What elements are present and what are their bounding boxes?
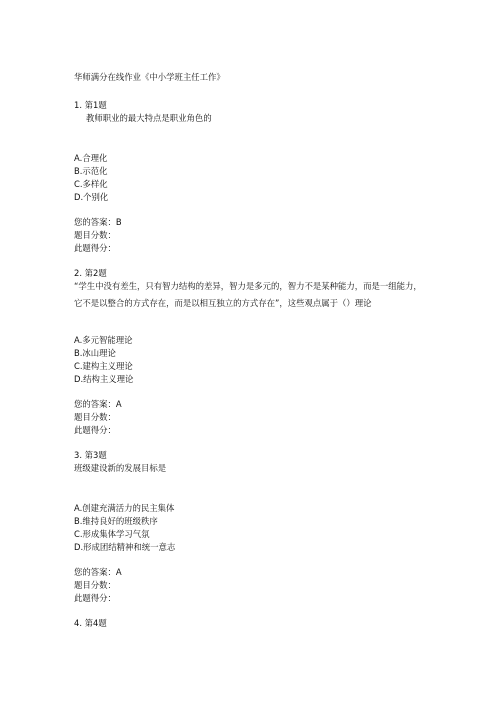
question-prompt: “学生中没有差生，只有智力结构的差异，智力是多元的，智力不是某种能力，而是一组能力，它不是以整合的方式存在，而是以相互独立的方式存在”，这些观点属于（）理论 — [74, 281, 422, 308]
earned-line: 此题得分： — [74, 593, 116, 603]
option-item: D.结构主义理论 — [74, 374, 134, 384]
question-heading: 1. 第1题 — [74, 100, 107, 110]
option-item: A.合理化 — [74, 153, 108, 163]
answer-line: 您的答案：B — [74, 217, 122, 227]
score-line: 题目分数： — [74, 580, 116, 590]
option-item: B.示范化 — [74, 166, 108, 176]
option-item: B.维持良好的班级秩序 — [74, 516, 158, 526]
earned-line: 此题得分： — [74, 425, 116, 435]
option-item: A.多元智能理论 — [74, 335, 133, 345]
question-heading: 2. 第2题 — [74, 268, 107, 278]
answer-line: 您的答案：A — [74, 567, 122, 577]
score-line: 题目分数： — [74, 230, 116, 240]
question-heading: 4. 第4题 — [74, 618, 107, 628]
option-item: A.创建充满活力的民主集体 — [74, 503, 175, 513]
question-heading: 3. 第3题 — [74, 450, 107, 460]
option-item: C.建构主义理论 — [74, 361, 133, 371]
option-item: B.冰山理论 — [74, 348, 116, 358]
question-prompt: 班级建设新的发展目标是 — [74, 463, 167, 473]
earned-line: 此题得分： — [74, 243, 116, 253]
option-item: C.形成集体学习气氛 — [74, 529, 150, 539]
question-prompt: 教师职业的最大特点是职业角色的 — [86, 113, 212, 123]
option-item: C.多样化 — [74, 179, 108, 189]
document-title: 华师满分在线作业《中小学班主任工作》 — [74, 72, 225, 82]
option-item: D.形成团结精神和统一意志 — [74, 542, 176, 552]
answer-line: 您的答案：A — [74, 399, 122, 409]
option-item: D.个别化 — [74, 192, 109, 202]
score-line: 题目分数： — [74, 412, 116, 422]
